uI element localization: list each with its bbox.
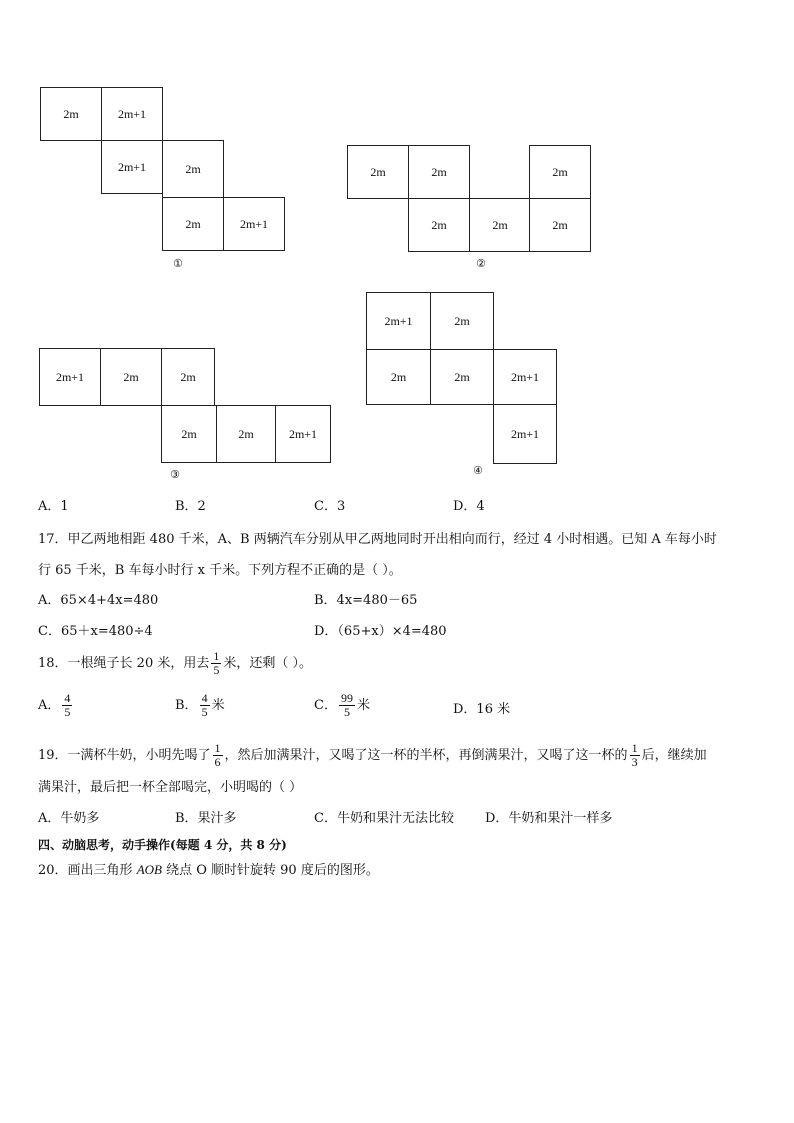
net1-label: ① — [173, 257, 183, 270]
net4-label: ④ — [473, 464, 483, 477]
q16-option-a: A．1 — [38, 499, 69, 514]
q16-option-d: D．4 — [453, 499, 485, 514]
fraction-numerator: 99 — [340, 691, 353, 705]
fraction-denominator: 5 — [343, 705, 350, 719]
q20-stem — [38, 861, 379, 880]
q20-text: 20．画出三角形 — [38, 863, 137, 878]
q17-option-d: D．（65+x）×4=480 — [314, 624, 447, 639]
q18-option-d: D．16 米 — [453, 702, 511, 717]
q18-fraction — [211, 650, 221, 677]
net3-label: ③ — [170, 468, 180, 481]
q19-text: 后，继续加 — [641, 748, 707, 763]
q18-stem-text: 米，还剩（ ）。 — [223, 656, 312, 671]
q19-text: ，然后加满果汁，又喝了这一杯的半杯，再倒满果汁，又喝了这一杯的 — [224, 748, 628, 763]
q19-option-b: B．果汁多 — [175, 811, 237, 826]
net2-cell: 2m — [408, 145, 470, 199]
net4-cell: 2m — [366, 349, 431, 405]
net2-label: ② — [476, 257, 486, 270]
net1-cell: 2m+1 — [223, 197, 285, 251]
option-prefix: C． — [314, 698, 337, 713]
q16-option-c: C．3 — [314, 499, 346, 514]
net3-cell: 2m — [216, 405, 276, 463]
net1-cell: 2m — [162, 140, 224, 198]
q19-option-a: A．牛奶多 — [38, 811, 100, 826]
net2-cell: 2m — [529, 198, 591, 252]
q17-stem-line1: 17．甲乙两地相距 480 千米，A、B 两辆汽车分别从甲乙两地同时开出相向而行，经过 4 小时相遇。已知 A 车每小时 — [38, 532, 717, 547]
fraction-denominator: 5 — [213, 663, 220, 677]
q19-fraction-2 — [630, 742, 640, 769]
net4-cell: 2m+1 — [493, 404, 557, 464]
q20-text: 绕点 O 顺时针旋转 90 度后的图形。 — [161, 863, 379, 878]
net1-cell: 2m+1 — [101, 140, 163, 194]
net3-cell: 2m+1 — [39, 348, 101, 406]
option-prefix: B． — [175, 698, 198, 713]
fraction-numerator: 1 — [213, 649, 220, 663]
q18-option-b — [175, 692, 225, 719]
option-suffix: 米 — [356, 698, 370, 713]
option-fraction — [339, 692, 355, 719]
net2-cell: 2m — [347, 145, 409, 199]
q18-stem-text: 18．一根绳子长 20 米，用去 — [38, 656, 210, 671]
net3-cell: 2m+1 — [275, 405, 331, 463]
net4-cell: 2m — [430, 292, 494, 350]
q17-option-c: C．65＋x=480÷4 — [38, 624, 153, 639]
net2-cell: 2m — [408, 198, 470, 252]
fraction-numerator: 4 — [64, 691, 71, 705]
net2-cell: 2m — [469, 198, 531, 252]
net1-cell: 2m — [40, 87, 102, 141]
q19-fraction-1 — [213, 742, 223, 769]
q19-stem-line2: 满果汁，最后把一杯全部喝完，小明喝的（ ） — [38, 780, 303, 795]
option-prefix: A． — [38, 698, 61, 713]
fraction-denominator: 6 — [214, 755, 221, 769]
net3-cell: 2m — [161, 348, 215, 406]
net2-cell: 2m — [529, 145, 591, 199]
q17-option-b: B．4x=480－65 — [314, 593, 418, 608]
q20-triangle-name: AOB — [136, 862, 162, 877]
q17-option-a: A．65×4+4x=480 — [38, 593, 159, 608]
section-4-title: 四、动脑思考，动手操作(每题 4 分，共 8 分) — [38, 838, 287, 852]
q18-stem — [38, 650, 312, 677]
fraction-numerator: 1 — [631, 741, 638, 755]
net3-cell: 2m — [161, 405, 217, 463]
net4-cell: 2m+1 — [493, 349, 557, 405]
fraction-denominator: 3 — [631, 755, 638, 769]
fraction-denominator: 5 — [201, 705, 208, 719]
q16-option-b: B．2 — [175, 499, 206, 514]
fraction-numerator: 1 — [214, 741, 221, 755]
q18-option-c — [314, 692, 370, 719]
q19-stem-line1 — [38, 742, 707, 769]
net3-cell: 2m — [100, 348, 162, 406]
q18-option-a — [38, 692, 74, 719]
option-fraction — [62, 692, 72, 719]
net4-cell: 2m — [430, 349, 494, 405]
option-suffix: 米 — [211, 698, 225, 713]
q19-option-c: C．牛奶和果汁无法比较 — [314, 811, 454, 826]
q19-option-d: D．牛奶和果汁一样多 — [485, 811, 613, 826]
option-fraction — [200, 692, 210, 719]
q17-stem-line2: 行 65 千米，B 车每小时行 x 千米。下列方程不正确的是（ ）。 — [38, 563, 402, 578]
net4-cell: 2m+1 — [366, 292, 431, 350]
fraction-denominator: 5 — [64, 705, 71, 719]
fraction-numerator: 4 — [201, 691, 208, 705]
net1-cell: 2m — [162, 197, 224, 251]
q19-text: 19．一满杯牛奶，小明先喝了 — [38, 748, 211, 763]
net1-cell: 2m+1 — [101, 87, 163, 141]
